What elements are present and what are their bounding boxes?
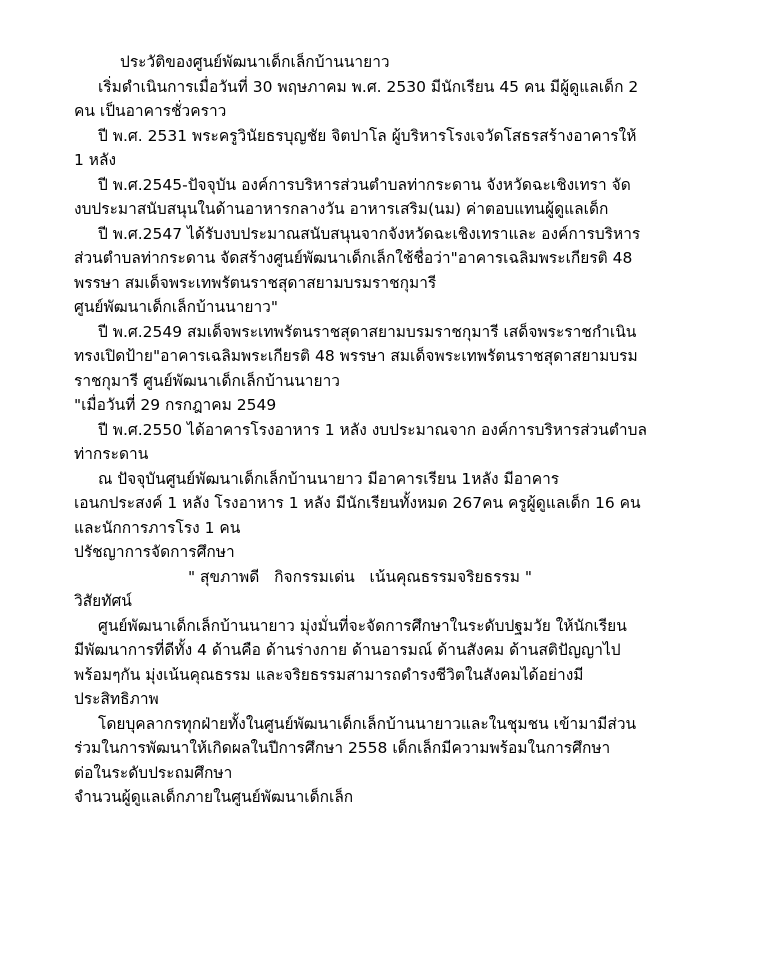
text-line: และนักการภารโรง 1 คน bbox=[74, 518, 241, 537]
text-line: ปี พ.ศ.2545-ปัจจุบัน องค์การบริหารส่วนตำบลท่ากระดาน จังหวัดฉะเชิงเทรา จัด bbox=[98, 175, 631, 194]
document-page bbox=[74, 50, 714, 810]
history-paragraph-4 bbox=[74, 222, 714, 320]
text-line: คน เป็นอาคารชั่วคราว bbox=[74, 102, 227, 120]
text-line: ปี พ.ศ.2550 ได้อาคารโรงอาหาร 1 หลัง งบประมาณจาก องค์การบริหารส่วนตำบล bbox=[98, 420, 647, 439]
history-paragraph-3 bbox=[74, 173, 714, 222]
philosophy-motto: " สุขภาพดี กิจกรรมเด่น เน้นคุณธรรมจริยธรรม " bbox=[188, 567, 532, 586]
text-line: ปี พ.ศ.2549 สมเด็จพระเทพรัตนราชสุดาสยามบรมราชกุมารี เสด็จพระราชกำเนิน bbox=[98, 322, 637, 341]
text-line: ศูนย์พัฒนาเด็กเล็กบ้านนายาว" bbox=[74, 298, 279, 316]
text-line: ณ ปัจจุบันศูนย์พัฒนาเด็กเล็กบ้านนายาว มีอาคารเรียน 1หลัง มีอาคาร bbox=[98, 469, 560, 488]
history-paragraph-1 bbox=[74, 75, 714, 124]
text-line: ศูนย์พัฒนาเด็กเล็กบ้านนายาว มุ่งมั่นที่จะจัดการศึกษาในระดับปฐมวัย ให้นักเรียน bbox=[98, 616, 627, 635]
text-line: พรรษา สมเด็จพระเทพรัตนราชสุดาสยามบรมราชกุมารี bbox=[74, 273, 437, 292]
vision-paragraph-2 bbox=[74, 712, 714, 786]
document-title: ประวัติของศูนย์พัฒนาเด็กเล็กบ้านนายาว bbox=[120, 53, 390, 71]
philosophy-heading: ปรัชญาการจัดการศึกษา bbox=[74, 543, 235, 561]
history-paragraph-5 bbox=[74, 320, 714, 418]
text-line: มีพัฒนาการที่ดีทั้ง 4 ด้านคือ ด้านร่างกาย ด้านอารมณ์ ด้านสังคม ด้านสติปัญญาไป bbox=[74, 641, 621, 659]
text-line: งบประมาสนับสนุนในด้านอาหารกลางวัน อาหารเสริม(นม) ค่าตอบแทนผู้ดูแลเด็ก bbox=[74, 200, 609, 218]
history-paragraph-6 bbox=[74, 418, 714, 467]
text-line: พร้อมๆกัน มุ่งเน้นคุณธรรม และจริยธรรมสามารถดำรงชีวิตในสังคมได้อย่างมี bbox=[74, 665, 584, 684]
text-line: เริ่มดำเนินการเมื่อวันที่ 30 พฤษภาคม พ.ศ. 2530 มีนักเรียน 45 คน มีผู้ดูแลเด็ก 2 bbox=[98, 77, 639, 96]
text-line: ปี พ.ศ.2547 ได้รับงบประมาณสนับสนุนจากจังหวัดฉะเชิงเทราและ องค์การบริหาร bbox=[98, 224, 641, 243]
text-line: ราชกุมารี ศูนย์พัฒนาเด็กเล็กบ้านนายาว bbox=[74, 371, 340, 390]
text-line: ท่ากระดาน bbox=[74, 445, 149, 463]
vision-heading: วิสัยทัศน์ bbox=[74, 592, 132, 610]
history-paragraph-2 bbox=[74, 124, 714, 173]
text-line: ทรงเปิดป้าย"อาคารเฉลิมพระเกียรติ 48 พรรษา สมเด็จพระเทพรัตนราชสุดาสยามบรม bbox=[74, 347, 638, 365]
text-line: ต่อในระดับประถมศึกษา bbox=[74, 763, 233, 782]
text-line: ประสิทธิภาพ bbox=[74, 690, 159, 708]
text-line: โดยบุคลากรทุกฝ่ายทั้งในศูนย์พัฒนาเด็กเล็กบ้านนายาวและในชุมชน เข้ามามีส่วน bbox=[98, 714, 637, 733]
caretakers-heading: จำนวนผู้ดูแลเด็กภายในศูนย์พัฒนาเด็กเล็ก bbox=[74, 788, 354, 806]
text-line: ส่วนตำบลท่ากระดาน จัดสร้างศูนย์พัฒนาเด็กเล็กใช้ชื่อว่า"อาคารเฉลิมพระเกียรติ 48 bbox=[74, 249, 633, 267]
text-line: 1 หลัง bbox=[74, 151, 117, 169]
vision-paragraph-1 bbox=[74, 614, 714, 712]
history-paragraph-7 bbox=[74, 467, 714, 541]
text-line: ปี พ.ศ. 2531 พระครูวินัยธรบุญชัย จิตปาโล ผู้บริหารโรงเจวัดโสธรสร้างอาคารให้ bbox=[98, 126, 637, 145]
text-line: ร่วมในการพัฒนาให้เกิดผลในปีการศึกษา 2558 เด็กเล็กมีความพร้อมในการศึกษา bbox=[74, 739, 611, 757]
text-line: เอนกประสงค์ 1 หลัง โรงอาหาร 1 หลัง มีนักเรียนทั้งหมด 267คน ครูผู้ดูแลเด็ก 16 คน bbox=[74, 494, 641, 512]
text-line: "เมื่อวันที่ 29 กรกฎาคม 2549 bbox=[74, 396, 277, 414]
